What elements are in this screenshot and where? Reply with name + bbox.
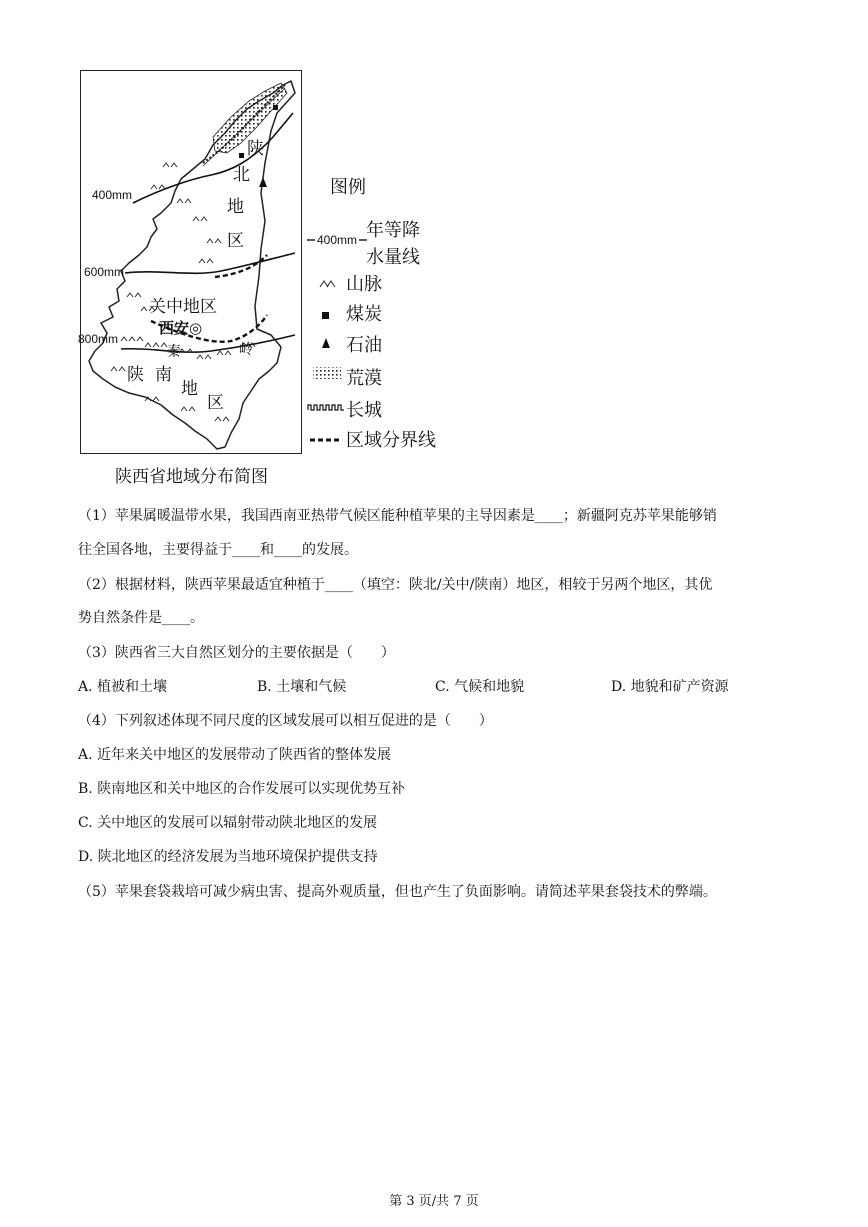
- question-3-option-b: B. 土壤和气候: [257, 679, 347, 695]
- map-caption: 陕西省地域分布简图: [115, 467, 268, 487]
- label-shaannan-3: 地: [181, 379, 198, 399]
- question-4-option-c: C. 关中地区的发展可以辐射带动陕北地区的发展: [78, 815, 378, 831]
- oil-icon: [321, 334, 331, 353]
- page-footer: 第 3 页/共 7 页: [389, 1194, 479, 1209]
- question-3: （3）陕西省三大自然区划分的主要依据是（ ）: [78, 645, 395, 661]
- label-qin: 秦: [167, 344, 181, 360]
- question-4: （4）下列叙述体现不同尺度的区域发展可以相互促进的是（ ）: [78, 713, 493, 729]
- question-3-option-c: C. 气候和地貌: [435, 679, 525, 695]
- legend-great-wall: 长城: [346, 400, 382, 421]
- boundary-icon: [308, 430, 344, 449]
- label-shaan-north-4: 区: [227, 231, 244, 251]
- question-4-option-b: B. 陕南地区和关中地区的合作发展可以实现优势互补: [78, 781, 406, 797]
- isohyet-600-label: 600mm: [84, 265, 125, 279]
- legend-mountain: 山脉: [346, 274, 382, 295]
- label-shaan-north-3: 地: [227, 197, 244, 217]
- legend-isohyet-label-1: 年等降: [366, 220, 420, 241]
- question-3-option-a: A. 植被和土壤: [78, 679, 168, 695]
- question-3-option-d: D. 地貌和矿产资源: [611, 679, 729, 695]
- isohyet-400-label: 400mm: [92, 188, 133, 202]
- legend-isohyet-sample: 400mm: [317, 233, 358, 247]
- question-2-line-1: （2）根据材料，陕西苹果最适宜种植于____（填空：陕北/关中/陕南）地区，相较于另两个地区，其优: [78, 577, 713, 593]
- legend-oil: 石油: [346, 335, 382, 356]
- question-2-line-2: 势自然条件是____。: [78, 610, 204, 626]
- label-xian: 西安◎: [159, 319, 203, 337]
- label-shaan-north-1: 陕: [247, 139, 264, 159]
- label-shaan-north-2: 北: [233, 165, 250, 185]
- legend-boundary: 区域分界线: [346, 430, 436, 451]
- mountain-icon: [318, 274, 338, 293]
- legend-coal: 煤炭: [346, 304, 382, 325]
- isohyet-400: [133, 113, 293, 203]
- isohyet-600: [125, 253, 295, 273]
- legend-desert: 荒漠: [346, 368, 382, 389]
- label-guanzhong: 关中地区: [149, 297, 217, 317]
- coal-marker-1: [239, 153, 244, 158]
- label-shaannan-1: 陕: [127, 365, 144, 385]
- coal-marker-2: [273, 105, 278, 110]
- question-1-line-1: （1）苹果属暖温带水果，我国西南亚热带气候区能种植苹果的主导因素是____；新疆阿克苏苹果能够销: [78, 508, 717, 524]
- label-shaannan-4: 区: [207, 393, 224, 413]
- oil-marker: [259, 177, 267, 187]
- isohyet-800-label: 800mm: [78, 332, 119, 346]
- label-ling: 岭: [239, 342, 253, 358]
- shaanxi-map: [80, 70, 302, 454]
- desert-icon: [312, 365, 342, 384]
- question-4-option-a: A. 近年来关中地区的发展带动了陕西省的整体发展: [78, 747, 392, 763]
- coal-icon: [322, 305, 330, 324]
- question-1-line-2: 往全国各地，主要得益于____和____的发展。: [78, 542, 358, 558]
- legend-isohyet-label-2: 水量线: [366, 247, 420, 268]
- legend-title: 图例: [330, 177, 366, 198]
- label-shaannan-2: 南: [155, 365, 172, 385]
- question-5: （5）苹果套袋栽培可减少病虫害、提高外观质量，但也产生了负面影响。请简述苹果套袋技术的弊端。: [78, 884, 717, 900]
- question-4-option-d: D. 陕北地区的经济发展为当地环境保护提供支持: [78, 849, 378, 865]
- great-wall-icon: [306, 398, 346, 417]
